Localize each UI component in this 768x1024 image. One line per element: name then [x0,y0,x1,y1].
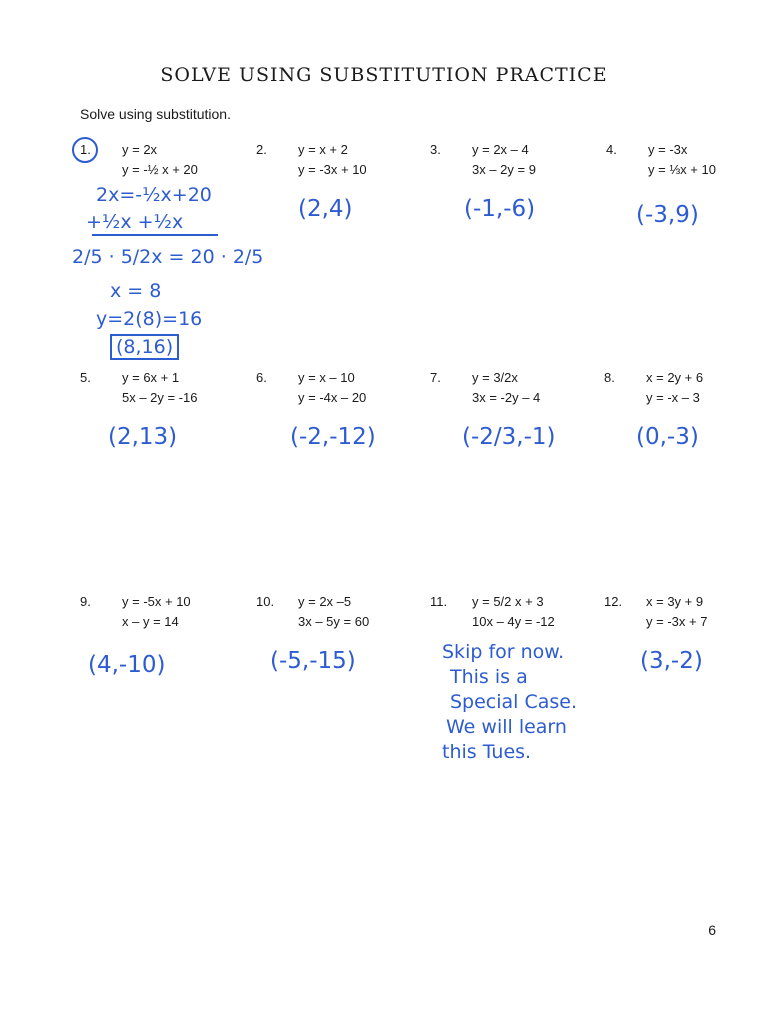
equation-2: x – y = 14 [122,614,179,629]
problem-number: 11. [430,594,448,609]
equation-1: y = x + 2 [298,142,348,157]
page-number: 6 [708,922,716,938]
problem-number: 7. [430,370,441,385]
work-line-5: y=2(8)=16 [96,308,203,330]
equation-2: y = -½ x + 20 [122,162,198,177]
answer-3: (-1,-6) [464,196,536,222]
equation-2: 10x – 4y = -12 [472,614,555,629]
equation-1: y = 6x + 1 [122,370,180,385]
skip-note-line: Skip for now. [442,641,565,663]
skip-note-line: This is a [450,666,528,688]
problem-number: 1. [80,142,91,157]
answer-1 [110,334,179,360]
answer-10: (-5,-15) [270,648,356,674]
equation-2: 3x – 2y = 9 [472,162,536,177]
equation-1: y = 5/2 x + 3 [472,594,544,609]
problem-number: 6. [256,370,267,385]
answer-4: (-3,9) [636,202,699,228]
page-title: SOLVE USING SUBSTITUTION PRACTICE [160,64,608,86]
work-line-3: 2/5 · 5/2x = 20 · 2/5 [72,246,264,268]
equation-2: 3x = -2y – 4 [472,390,541,405]
equation-1: y = -3x [648,142,688,157]
equation-2: y = -3x + 7 [646,614,708,629]
answer-8: (0,-3) [636,424,699,450]
equation-2: y = -3x + 10 [298,162,367,177]
skip-note-line: Special Case. [450,691,578,713]
problem-number: 4. [606,142,617,157]
work-line-4: x = 8 [110,280,162,302]
equation-1: x = 3y + 9 [646,594,704,609]
equation-1: y = 2x [122,142,158,157]
problem-number: 9. [80,594,91,609]
work-divider [92,234,218,236]
work-line-2: +½x +½x [86,211,184,233]
equation-2: y = ⅓x + 10 [648,162,716,177]
skip-note [442,640,577,765]
answer-9: (4,-10) [88,652,166,678]
problem-number: 10. [256,594,275,609]
answer-7: (-2/3,-1) [462,424,556,450]
problem-number: 2. [256,142,267,157]
equation-1: y = x – 10 [298,370,355,385]
equation-2: y = -x – 3 [646,390,700,405]
equation-1: x = 2y + 6 [646,370,704,385]
equation-1: y = -5x + 10 [122,594,191,609]
equation-2: 5x – 2y = -16 [122,390,198,405]
problem-number: 3. [430,142,441,157]
answer-2: (2,4) [298,196,353,222]
problem-number: 5. [80,370,91,385]
answer-1-box: (8,16) [110,334,179,360]
skip-note-line: We will learn [446,716,567,738]
equation-1: y = 2x – 4 [472,142,529,157]
answer-12: (3,-2) [640,648,703,674]
equation-2: y = -4x – 20 [298,390,367,405]
answer-6: (-2,-12) [290,424,376,450]
equation-2: 3x – 5y = 60 [298,614,370,629]
problem-number: 12. [604,594,623,609]
skip-note-line: this Tues. [442,741,532,763]
equation-1: y = 3/2x [472,370,518,385]
equation-1: y = 2x –5 [298,594,352,609]
answer-5: (2,13) [108,424,178,450]
instructions: Solve using substitution. [80,106,231,122]
work-line-1: 2x=-½x+20 [96,184,212,206]
problem-number: 8. [604,370,615,385]
